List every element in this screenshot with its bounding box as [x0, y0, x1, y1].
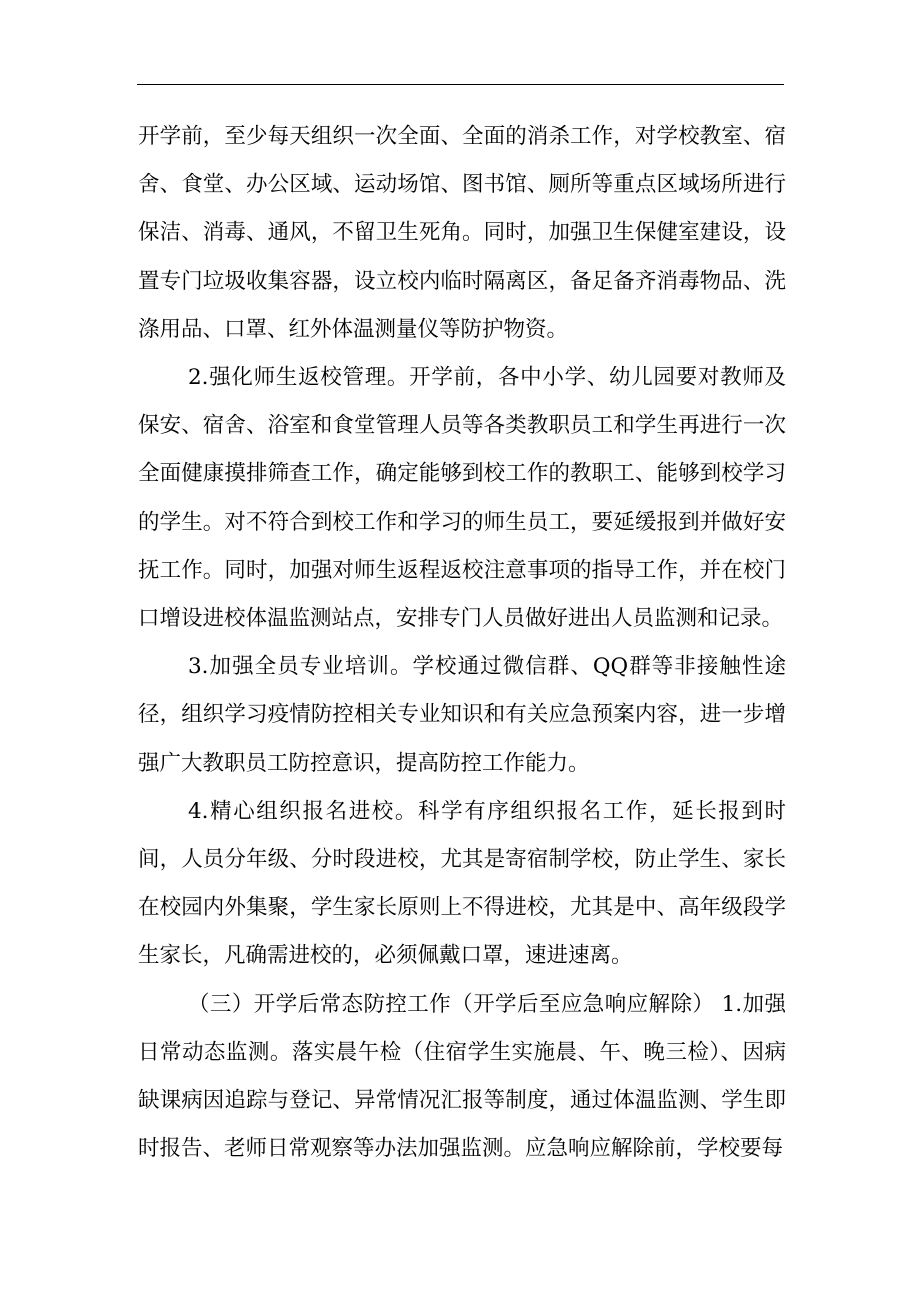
- document-body: [138, 113, 786, 1173]
- paragraph-return-management: 2.强化师生返校管理。开学前，各中小学、幼儿园要对教师及保安、宿舍、浴室和食堂管理人员等各类教职员工和学生再进行一次全面健康摸排筛查工作，确定能够到校工作的教职工、能够到校学习的学生。对不符合到校工作和学习的师生员工，要延缓报到并做好安抚工作。同时，加强对师生返程返校注意事项的指导工作，并在校门口增设进校体温监测站点，安排专门人员做好进出人员监测和记录。: [138, 365, 786, 632]
- paragraph-staff-training: 3.加强全员专业培训。学校通过微信群、QQ群等非接触性途径，组织学习疫情防控相关专业知识和有关应急预案内容，进一步增强广大教职员工防控意识，提高防控工作能力。: [138, 654, 786, 776]
- paragraph-post-opening-monitoring: （三）开学后常态防控工作（开学后至应急响应解除） 1.加强日常动态监测。落实晨午检（住宿学生实施晨、午、晚三检）、因病缺课病因追踪与登记、异常情况汇报等制度，通过体温监测、学生即时报告、老师日常观察等办法加强监测。应急响应解除前，学校要每: [138, 991, 786, 1162]
- header-rule: [137, 84, 784, 85]
- paragraph-registration: 4.精心组织报名进校。科学有序组织报名工作，延长报到时间，人员分年级、分时段进校，尤其是寄宿制学校，防止学生、家长在校园内外集聚，学生家长原则上不得进校，尤其是中、高年级段学生家长，凡确需进校的，必须佩戴口罩，速进速离。: [138, 798, 786, 969]
- paragraph-disinfection-continued: 开学前，至少每天组织一次全面、全面的消杀工作，对学校教室、宿舍、食堂、办公区域、运动场馆、图书馆、厕所等重点区域场所进行保洁、消毒、通风，不留卫生死角。同时，加强卫生保健室建设，设置专门垃圾收集容器，设立校内临时隔离区，备足备齐消毒物品、洗涤用品、口罩、红外体温测量仪等防护物资。: [138, 124, 786, 342]
